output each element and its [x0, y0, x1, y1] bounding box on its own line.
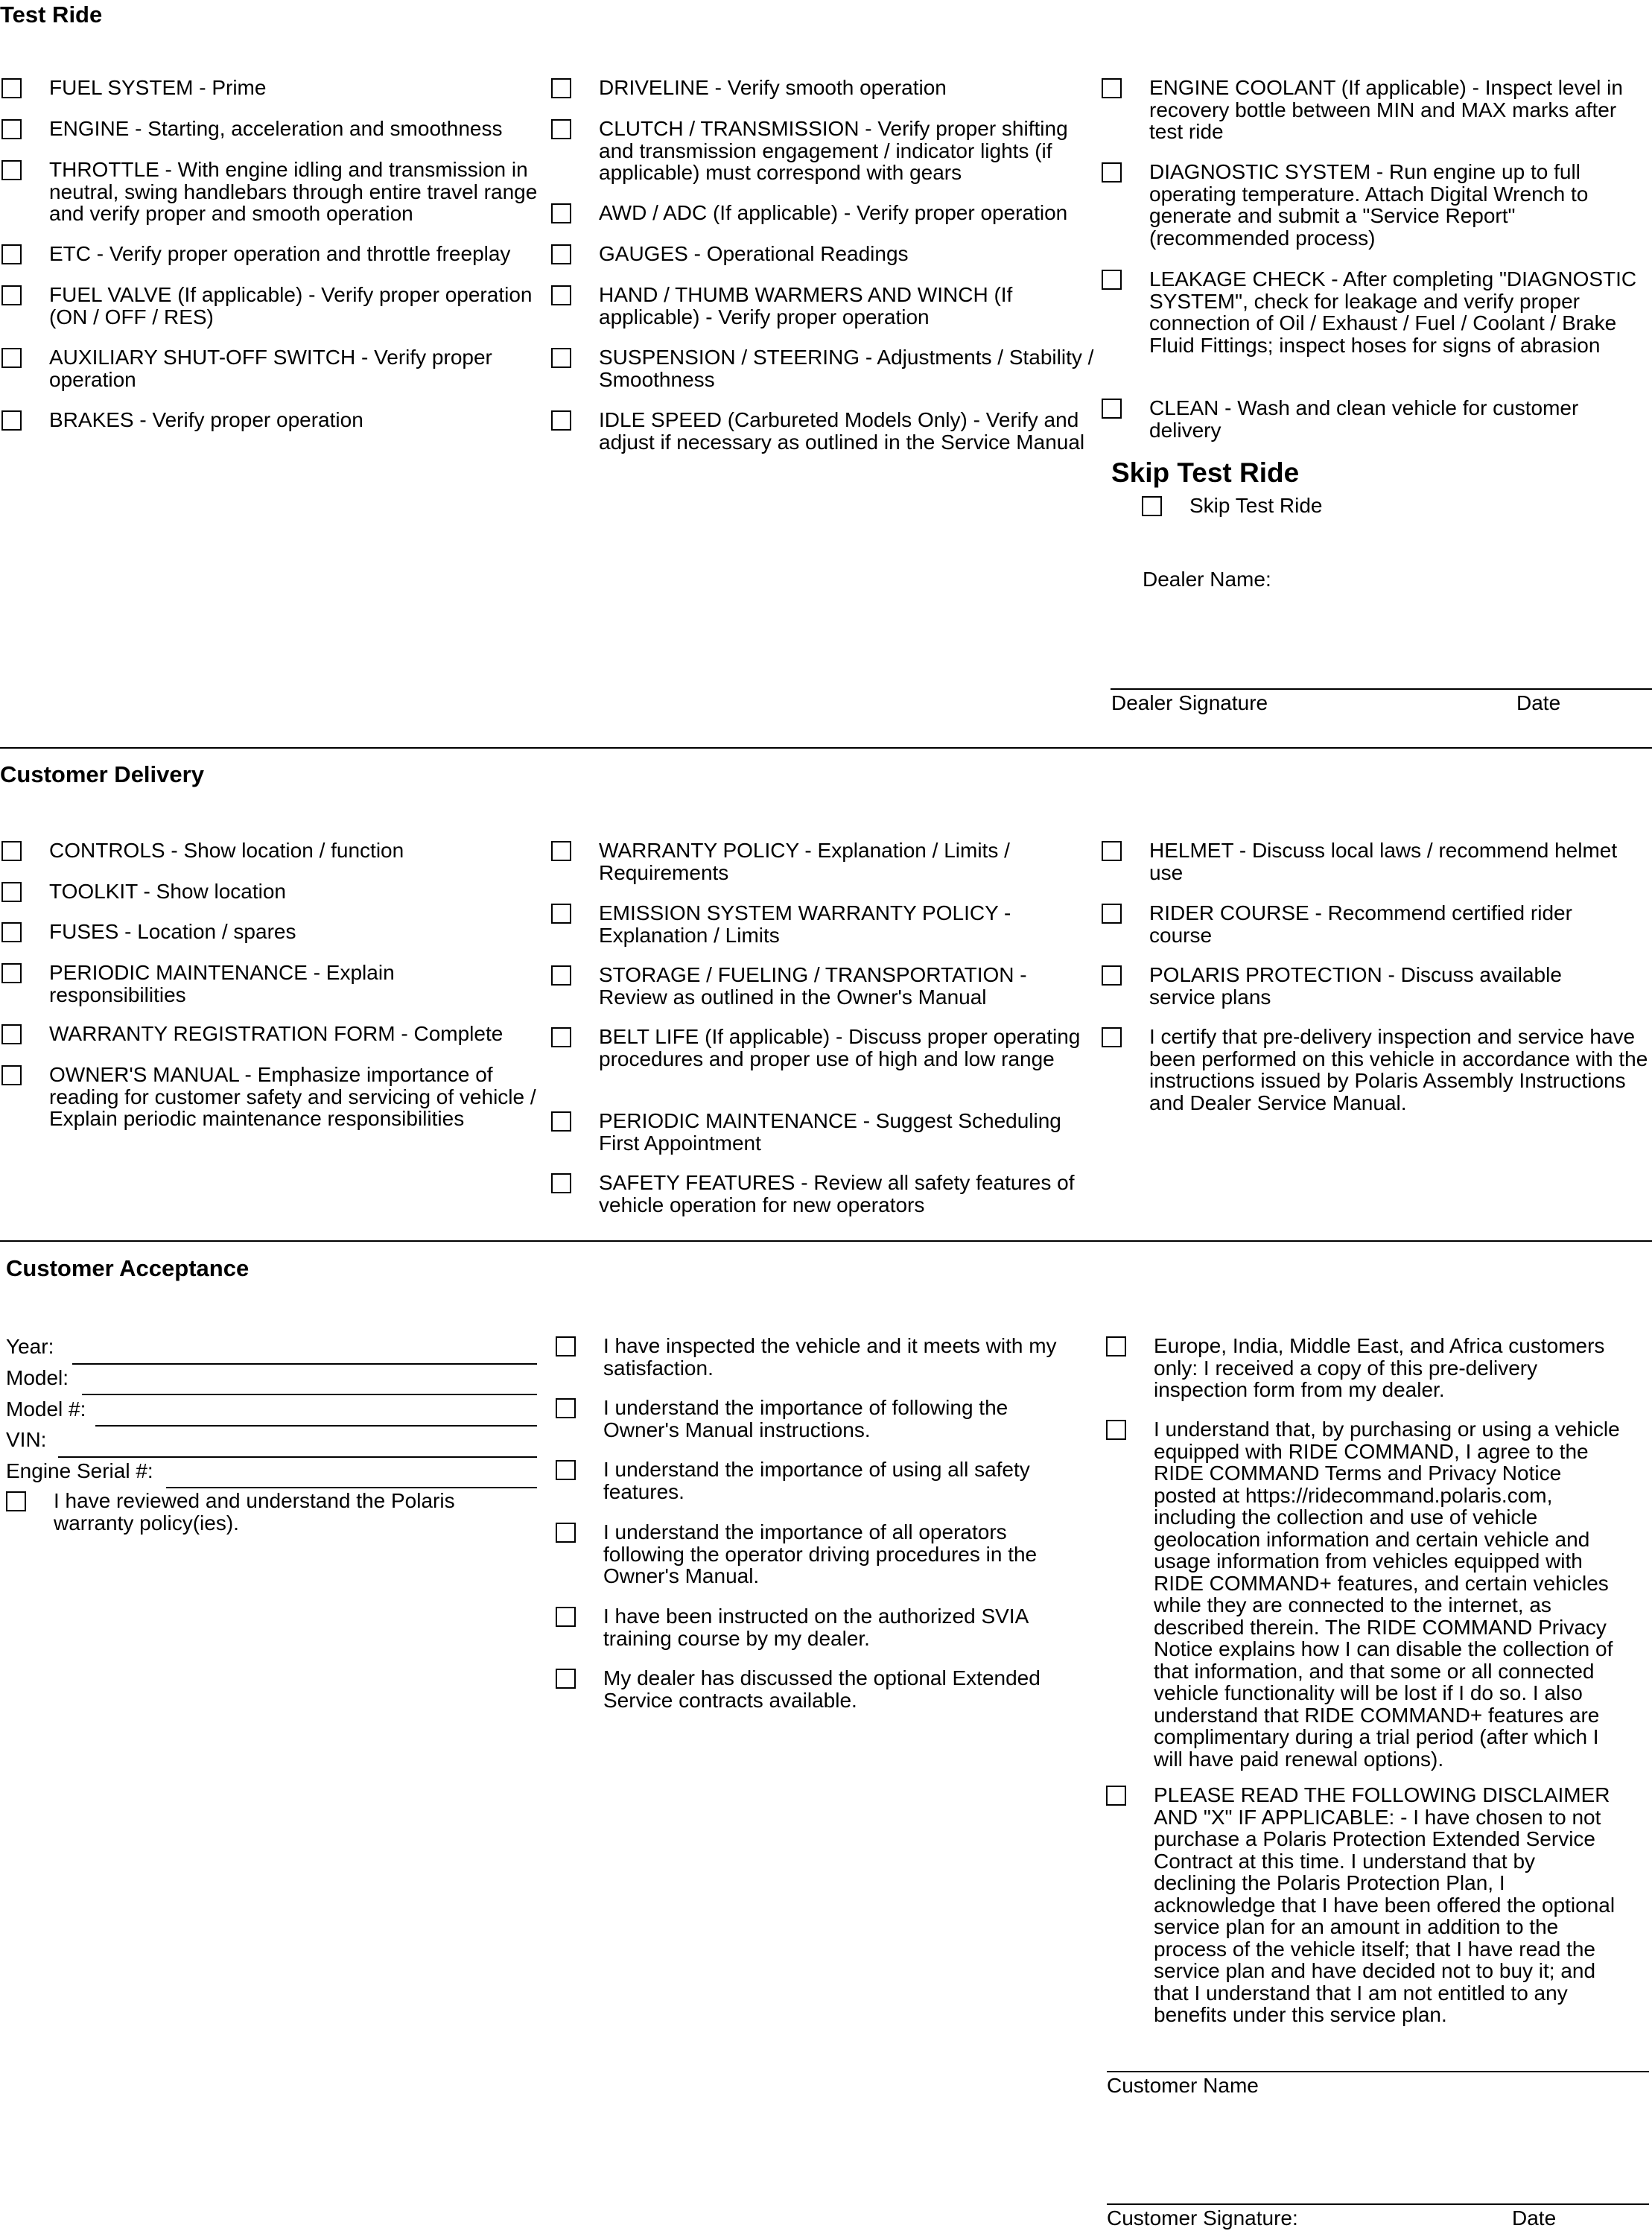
customer-signature-line[interactable] [1107, 2203, 1649, 2205]
checkbox[interactable] [1106, 1786, 1126, 1806]
checkbox[interactable] [556, 1398, 576, 1418]
item-text: PLEASE READ THE FOLLOWING DISCLAIMER AND "X" IF APPLICABLE: - I have chosen to not purchase a Polaris Protection Extended Service Contract at this time. I understand that by declining the Polaris Protection Plan, I acknowledge that I have been offered the optional service plan for an amount in addition to the process of the vehicle itself; that I have read the service plan and have decided not to buy it; and that I understand that I am not entitled to any benefits under this service plan. [1154, 1783, 1616, 2026]
item-text: STORAGE / FUELING / TRANSPORTATION - Review as outlined in the Owner's Manual [599, 963, 1027, 1009]
item-text: FUEL SYSTEM - Prime [49, 76, 267, 99]
checkbox[interactable] [1102, 399, 1122, 419]
checkbox[interactable] [1102, 162, 1122, 183]
customer-delivery-heading: Customer Delivery [0, 761, 204, 787]
item-text: WARRANTY POLICY - Explanation / Limits / Requirements [599, 839, 1010, 884]
item-text: IDLE SPEED (Carbureted Models Only) - Verify and adjust if necessary as outlined in the Service Manual [599, 408, 1085, 454]
item-text: CLEAN - Wash and clean vehicle for customer delivery [1149, 396, 1579, 442]
dealer-date-label: Date [1516, 691, 1561, 714]
checkbox[interactable] [556, 1336, 576, 1356]
item-text: I have been instructed on the authorized SVIA training course by my dealer. [603, 1605, 1028, 1650]
item-text: DIAGNOSTIC SYSTEM - Run engine up to full operating temperature. Attach Digital Wrench to generate and submit a "Service Report" (recommended process) [1149, 160, 1589, 250]
checkbox[interactable] [551, 410, 571, 431]
item-text: ENGINE - Starting, acceleration and smoothness [49, 117, 503, 140]
checkbox[interactable] [1, 882, 22, 902]
dealer-signature-line[interactable] [1111, 688, 1652, 690]
checkbox[interactable] [556, 1669, 576, 1689]
item-text: TOOLKIT - Show location [49, 880, 286, 903]
checkbox[interactable] [1, 348, 22, 368]
item-text: BELT LIFE (If applicable) - Discuss proper operating procedures and proper use of high and low range [599, 1025, 1081, 1070]
item-text: SAFETY FEATURES - Review all safety features of vehicle operation for new operators [599, 1171, 1075, 1216]
customer-date-label: Date [1512, 2206, 1557, 2230]
customer-name-line[interactable] [1107, 2071, 1649, 2072]
item-text: HAND / THUMB WARMERS AND WINCH (If applicable) - Verify proper operation [599, 283, 1013, 329]
item-text: PERIODIC MAINTENANCE - Suggest Scheduling First Appointment [599, 1109, 1061, 1155]
customer-acceptance-heading: Customer Acceptance [6, 1255, 250, 1281]
checkbox[interactable] [1, 1024, 22, 1044]
model-label: Model: [6, 1366, 69, 1389]
checkbox[interactable] [1, 78, 22, 98]
checkbox[interactable] [1106, 1336, 1126, 1356]
item-text: SUSPENSION / STEERING - Adjustments / Stability / Smoothness [599, 346, 1094, 391]
customer-signature-label: Customer Signature: [1107, 2206, 1298, 2230]
item-text: FUSES - Location / spares [49, 920, 296, 943]
item-text: ENGINE COOLANT (If applicable) - Inspect level in recovery bottle between MIN and MAX marks after test ride [1149, 76, 1623, 143]
item-text: I understand that, by purchasing or using a vehicle equipped with RIDE COMMAND, I agree to the RIDE COMMAND Terms and Privacy Notice posted at https://ridecommand.polaris.com, including the collection and use of vehicle geolocation information and certain vehicle and usage information from vehicles equipped with RIDE COMMAND+ features, and certain vehicles while they are connected to the internet, as described therein. The RIDE COMMAND Privacy Notice explains how I can disable the collection of that information, and that some or all connected vehicle functionality will be lost if I do so. I also understand that RIDE COMMAND+ features are complimentary during a trial period (after which I will have paid renewal options). [1154, 1418, 1620, 1771]
item-text: HELMET - Discuss local laws / recommend helmet use [1149, 839, 1618, 884]
dealer-signature-label: Dealer Signature [1111, 691, 1268, 714]
checkbox[interactable] [551, 965, 571, 986]
item-text: BRAKES - Verify proper operation [49, 408, 363, 431]
item-text: PERIODIC MAINTENANCE - Explain responsibilities [49, 961, 395, 1006]
year-label: Year: [6, 1335, 54, 1358]
checkbox[interactable] [1, 841, 22, 861]
checkbox[interactable] [1, 160, 22, 180]
item-text: RIDER COURSE - Recommend certified rider course [1149, 901, 1572, 947]
checkbox[interactable] [551, 1027, 571, 1047]
item-text: I certify that pre-delivery inspection and service have been performed on this vehicle in accordance with the instructions issued by Polaris Assembly Instructions and Dealer Service Manual. [1149, 1025, 1648, 1114]
checkbox[interactable] [556, 1523, 576, 1543]
section-divider [0, 1240, 1652, 1242]
item-text: GAUGES - Operational Readings [599, 242, 909, 265]
item-text: EMISSION SYSTEM WARRANTY POLICY - Explanation / Limits [599, 901, 1011, 947]
checkbox[interactable] [1102, 841, 1122, 861]
item-text: CLUTCH / TRANSMISSION - Verify proper shifting and transmission engagement / indicator lights (if applicable) must correspond with gears [599, 117, 1068, 184]
item-text: LEAKAGE CHECK - After completing "DIAGNOSTIC SYSTEM", check for leakage and verify proper connection of Oil / Exhaust / Fuel / Coolant / Brake Fluid Fittings; inspect hoses for signs of abrasion [1149, 267, 1637, 357]
section-divider [0, 747, 1652, 749]
item-text: Skip Test Ride [1189, 494, 1323, 517]
item-text: WARRANTY REGISTRATION FORM - Complete [49, 1022, 503, 1045]
checkbox[interactable] [6, 1491, 26, 1511]
item-text: I understand the importance of using all safety features. [603, 1458, 1030, 1503]
checkbox[interactable] [551, 203, 571, 223]
checkbox[interactable] [551, 841, 571, 861]
checkbox[interactable] [551, 1111, 571, 1132]
item-text: I have inspected the vehicle and it meets with my satisfaction. [603, 1334, 1057, 1380]
checkbox[interactable] [1, 1065, 22, 1085]
item-text: CONTROLS - Show location / function [49, 839, 404, 862]
model-number-field[interactable] [95, 1425, 537, 1427]
checkbox[interactable] [551, 1173, 571, 1193]
vin-label: VIN: [6, 1428, 47, 1451]
item-text: DRIVELINE - Verify smooth operation [599, 76, 947, 99]
skip-test-ride-heading: Skip Test Ride [1111, 457, 1300, 488]
checkbox[interactable] [1, 119, 22, 139]
item-text: OWNER'S MANUAL - Emphasize importance of reading for customer safety and servicing of vehicle / Explain periodic maintenance responsibilities [49, 1063, 536, 1130]
checkbox[interactable] [1, 410, 22, 431]
item-text: I have reviewed and understand the Polaris warranty policy(ies). [54, 1489, 455, 1535]
checkbox[interactable] [551, 348, 571, 368]
checkbox[interactable] [551, 78, 571, 98]
item-text: Europe, India, Middle East, and Africa customers only: I received a copy of this pre-delivery inspection form from my dealer. [1154, 1334, 1605, 1401]
checkbox[interactable] [1, 285, 22, 305]
checkbox[interactable] [1102, 965, 1122, 986]
item-text: AUXILIARY SHUT-OFF SWITCH - Verify proper operation [49, 346, 492, 391]
model-number-label: Model #: [6, 1397, 86, 1421]
checkbox[interactable] [551, 119, 571, 139]
model-field[interactable] [82, 1394, 537, 1395]
dealer-name-label: Dealer Name: [1143, 568, 1271, 591]
item-text: I understand the importance of all operators following the operator driving procedures in the Owner's Manual. [603, 1520, 1038, 1587]
test-ride-heading: Test Ride [0, 1, 103, 28]
item-text: My dealer has discussed the optional Extended Service contracts available. [603, 1666, 1041, 1712]
checkbox[interactable] [1, 244, 22, 264]
item-text: FUEL VALVE (If applicable) - Verify proper operation (ON / OFF / RES) [49, 283, 533, 329]
checkbox[interactable] [1, 922, 22, 942]
checkbox[interactable] [551, 285, 571, 305]
checkbox[interactable] [1142, 496, 1162, 516]
checkbox[interactable] [1106, 1420, 1126, 1440]
item-text: ETC - Verify proper operation and throttle freeplay [49, 242, 511, 265]
checkbox[interactable] [556, 1460, 576, 1480]
checkbox[interactable] [556, 1607, 576, 1627]
checkbox[interactable] [1102, 904, 1122, 924]
engine-serial-label: Engine Serial #: [6, 1459, 153, 1482]
checkbox[interactable] [551, 904, 571, 924]
vin-field[interactable] [58, 1456, 537, 1458]
checkbox[interactable] [551, 244, 571, 264]
checkbox[interactable] [1, 963, 22, 983]
year-field[interactable] [72, 1363, 537, 1365]
item-text: THROTTLE - With engine idling and transmission in neutral, swing handlebars through entire travel range and verify proper and smooth operation [49, 158, 538, 225]
engine-serial-field[interactable] [166, 1487, 537, 1488]
checkbox[interactable] [1102, 270, 1122, 290]
item-text: I understand the importance of following the Owner's Manual instructions. [603, 1396, 1008, 1441]
checkbox[interactable] [1102, 78, 1122, 98]
checkbox[interactable] [1102, 1027, 1122, 1047]
item-text: AWD / ADC (If applicable) - Verify proper operation [599, 201, 1068, 224]
customer-name-label: Customer Name [1107, 2074, 1259, 2097]
item-text: POLARIS PROTECTION - Discuss available service plans [1149, 963, 1562, 1009]
